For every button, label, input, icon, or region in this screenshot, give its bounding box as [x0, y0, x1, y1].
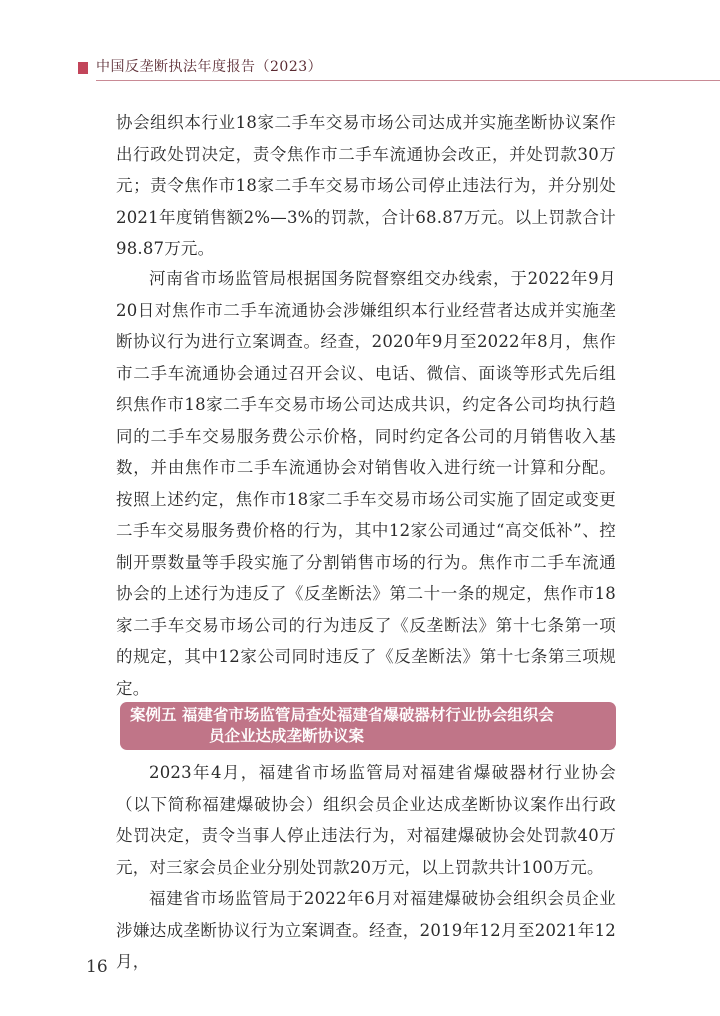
case-heading-line-1: 案例五 福建省市场监管局查处福建省爆破器材行业协会组织会 — [130, 706, 554, 724]
running-header — [0, 0, 720, 88]
paragraph-1: 协会组织本行业18家二手车交易市场公司达成并实施垄断协议案作出行政处罚决定，责令焦作市二手车流通协会改正，并处罚款30万元；责令焦作市18家二手车交易市场公司停止违法行为，并分别处2021年度销售额2%—3%的罚款，合计68.87万元。以上罚款合计98.87万元。 — [116, 113, 616, 258]
header-accent-mark — [78, 62, 88, 74]
header-divider — [96, 80, 720, 81]
paragraph-2: 河南省市场监管局根据国务院督察组交办线索，于2022年9月20日对焦作市二手车流通协会涉嫌组织本行业经营者达成并实施垄断协议行为进行立案调查。经查，2020年9月至2022年8月，焦作市二手车流通协会通过召开会议、电话、微信、面谈等形式先后组织焦作市18家二手车交易市场公司达成共识，约定各公司均执行趋同的二手车交易服务费公示价格，同时约定各公司的月销售收入基数，并由焦作市二手车流通协会对销售收入进行统一计算和分配。按照上述约定，焦作市18家二手车交易市场公司实施了固定或变更二手车交易服务费价格的行为，其中12家公司通过“高交低补”、控制开票数量等手段实施了分割销售市场的行为。焦作市二手车流通协会的上述行为违反了《反垄断法》第二十一条的规定，焦作市18家二手车交易市场公司的行为违反了《反垄断法》第十七条第一项的规定，其中12家公司同时违反了《反垄断法》第十七条第三项规定。 — [116, 269, 616, 698]
header-title: 中国反垄断执法年度报告（2023） — [96, 59, 323, 75]
paragraph-4: 福建省市场监管局于2022年6月对福建爆破协会组织会员企业涉嫌达成垄断协议行为立案调查。经查，2019年12月至2021年12月， — [116, 889, 616, 971]
paragraph-3: 2023年4月，福建省市场监管局对福建省爆破器材行业协会（以下简称福建爆破协会）组织会员企业达成垄断协议案作出行政处罚决定，责令当事人停止违法行为，对福建爆破协会处罚款40万元，对三家会员企业分别处罚款20万元，以上罚款共计100万元。 — [116, 763, 616, 877]
case-heading-box — [120, 702, 616, 750]
case-heading-line-2: 员企业达成垄断协议案 — [209, 727, 365, 745]
page-number: 16 — [86, 957, 108, 977]
